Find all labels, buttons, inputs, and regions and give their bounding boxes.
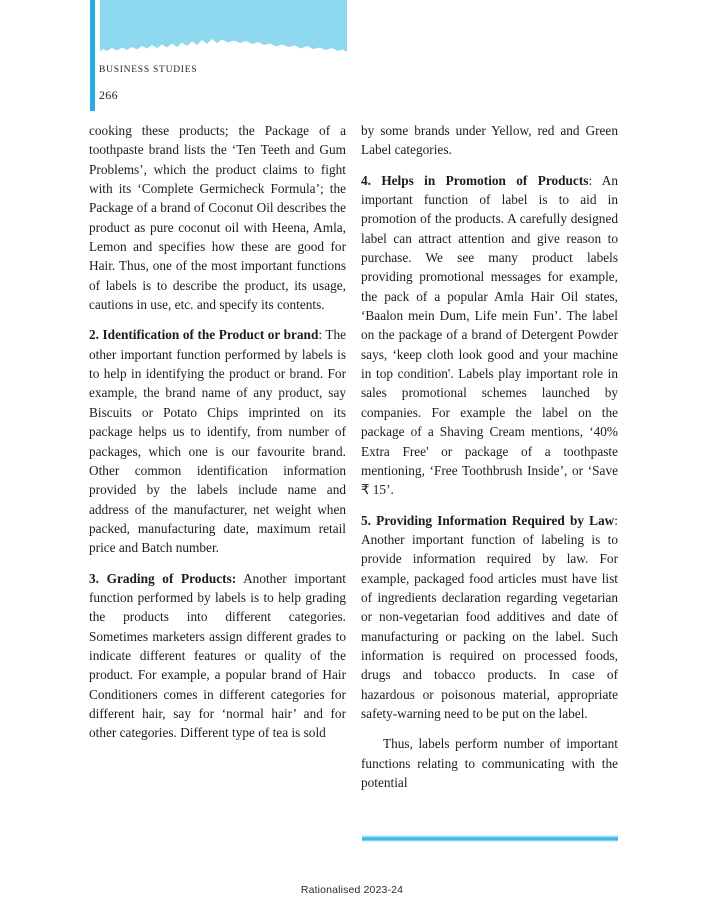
paragraph-continued-right bbox=[361, 121, 618, 160]
paragraph-helps-in-promotion bbox=[361, 171, 618, 500]
paragraph-text: : An important function of label is to aid in promotion of the products. A carefully designed label can attract attention and give reason to purchase. We see many product labels providing promotional messages for example, the pack of a popular Amla Hair Oil states, ‘Baalon mein Dum, Life mein Fun’. The label on the package of a brand of Detergent Powder says, ‘keep cloth look good and your machine in top condition'. Labels play important role in sales promotional schemes launched by companies. For example the label on the package of a Shaving Cream mentions, ‘40% Extra Free' or package of a toothpaste mentioning, ‘Free Toothbrush Inside’, or ‘Save ₹ 15’. bbox=[361, 172, 618, 498]
body-columns bbox=[89, 121, 619, 811]
gradient-divider-rule-icon bbox=[362, 835, 618, 842]
left-column bbox=[89, 121, 346, 811]
paragraph-identification-of-product bbox=[89, 325, 346, 557]
right-column bbox=[361, 121, 618, 811]
paragraph-text: : Another important function of labeling is to provide information required by law. For example, packaged food articles must have list of ingredients declaration regarding vegetarian or non-vegetarian food additives and date of manufacturing or packing on the label. Such information is required on processed foods, drugs and tobacco products. In case of hazardous or poisonous material, appropriate safety-warning need to be put on the label. bbox=[361, 512, 618, 721]
footer-note: Rationalised 2023-24 bbox=[300, 884, 404, 896]
paragraph-grading-of-products bbox=[89, 569, 346, 743]
book-title-header: BUSINESS STUDIES bbox=[99, 65, 198, 75]
paragraph-heading: 5. Providing Information Required by Law bbox=[361, 512, 615, 528]
paragraph-continued bbox=[89, 121, 346, 314]
paragraph-text: : The other important function performed by labels is to help in identifying the product or brand. For example, the brand name of any product, say Biscuits or Potato Chips imprinted on its package helps us to identify, from number of packages, which one is our favourite brand. Other common identification information provided by the labels include name and address of the manufacturer, net weight when packed, manufacturing date, maximum retail price and Batch number. bbox=[89, 327, 346, 556]
vertical-accent-bar-icon bbox=[90, 0, 95, 111]
paragraph-heading: 4. Helps in Promotion of Products bbox=[361, 172, 589, 188]
torn-paper-banner-icon bbox=[100, 0, 347, 56]
paragraph-text: by some brands under Yellow, red and Green Label categories. bbox=[361, 123, 618, 158]
paragraph-text: Another important function performed by labels is to help grading the products into different categories. Sometimes marketers assign different grades to indicate different features or quality of the product. For example, a popular brand of Hair Conditioners comes in different categories for different hair, say for ‘normal hair’ and for other categories. Different type of tea is sold bbox=[89, 570, 347, 741]
paragraph-information-required-by-law bbox=[361, 511, 618, 724]
paragraph-heading: 2. Identification of the Product or brand bbox=[89, 327, 319, 343]
page-number: 266 bbox=[99, 88, 118, 102]
paragraph-text: cooking these products; the Package of a toothpaste brand lists the ‘Ten Teeth and Gum Problems’, which the product claims to fight with its ‘Complete Germicheck Formula’; the Package of a brand of Coconut Oil describes the product as pure coconut oil with Heena, Amla, Lemon and specifies how these are good for Hair. Thus, one of the most important functions of labels is to describe the product, its usage, cautions in use, etc. and specify its contents. bbox=[89, 123, 346, 313]
paragraph-heading: 3. Grading of Products: bbox=[89, 570, 237, 586]
paragraph-closing bbox=[361, 734, 618, 792]
paragraph-text: Thus, labels perform number of important functions relating to communicating with the potential bbox=[361, 736, 618, 790]
